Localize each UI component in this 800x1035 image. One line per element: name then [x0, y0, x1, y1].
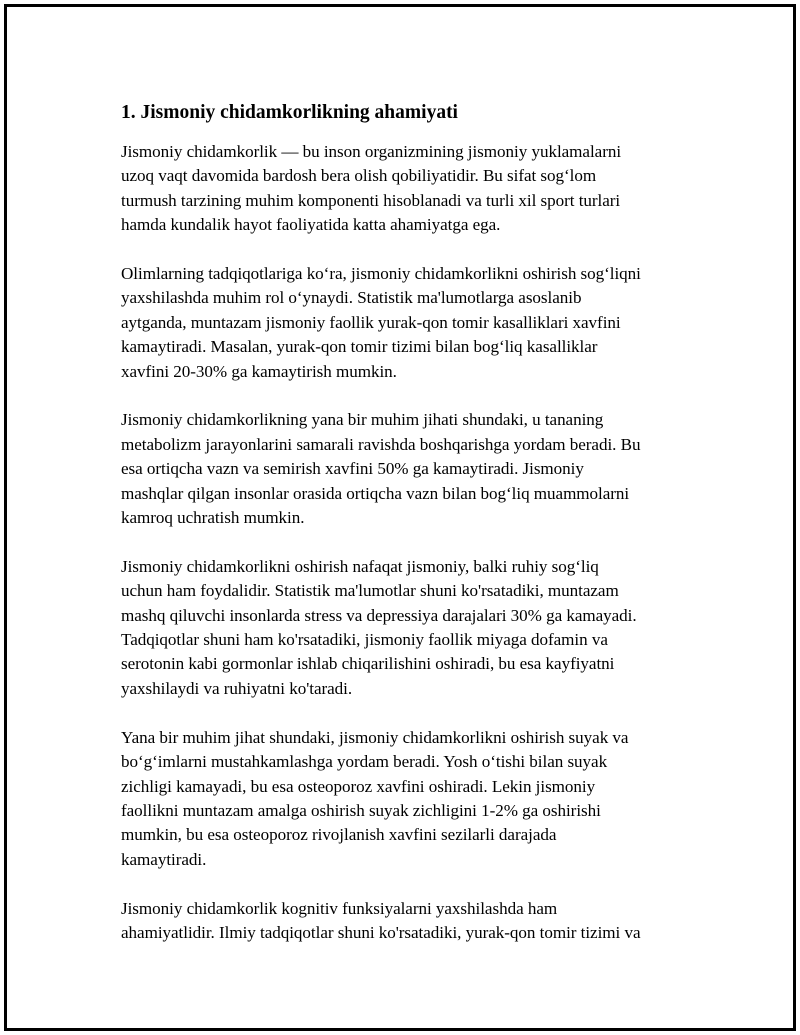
text-line: metabolizm jarayonlarini samarali ravishda boshqarishga yordam beradi. Bu: [121, 434, 641, 454]
text-line: zichligi kamayadi, bu esa osteoporoz xavfini oshiradi. Lekin jismoniy: [121, 776, 596, 796]
page-frame: [4, 4, 796, 1031]
text-line: Jismoniy chidamkorlik — bu inson organizmining jismoniy yuklamalarni: [121, 142, 622, 161]
paragraph: [121, 897, 696, 946]
text-line: yaxshilaydi va ruhiyatni ko'taradi.: [121, 678, 353, 698]
text-line: Yana bir muhim jihat shundaki, jismoniy chidamkorlikni oshirish suyak va: [121, 727, 629, 747]
text-line: ahamiyatlidir. Ilmiy tadqiqotlar shuni ko'rsatadiki, yurak-qon tomir tizimi va: [121, 922, 641, 942]
text-line: serotonin kabi gormonlar ishlab chiqarilishini oshiradi, bu esa kayfiyatni: [121, 654, 615, 674]
text-line: mashq qiluvchi insonlarda stress va depressiya darajalari 30% ga kamayadi.: [121, 605, 637, 625]
paragraph: [121, 726, 696, 872]
text-line: aytganda, muntazam jismoniy faollik yurak-qon tomir kasalliklari xavfini: [121, 312, 621, 332]
paragraph: [121, 262, 696, 384]
text-line: esa ortiqcha vazn va semirish xavfini 50% ga kamaytiradi. Jismoniy: [121, 459, 584, 479]
paragraph: [121, 408, 696, 530]
text-line: turmush tarzining muhim komponenti hisoblanadi va turli xil sport turlari: [121, 190, 621, 210]
text-line: Jismoniy chidamkorlikni oshirish nafaqat jismoniy, balki ruhiy sog‘liq: [121, 556, 599, 576]
paragraph: [121, 140, 696, 238]
text-line: kamaytiradi.: [121, 849, 207, 869]
text-line: hamda kundalik hayot faoliyatida katta ahamiyatga ega.: [121, 215, 501, 235]
text-line: mashqlar qilgan insonlar orasida ortiqcha vazn bilan bog‘liq muammolarni: [121, 483, 630, 503]
text-line: Jismoniy chidamkorlikning yana bir muhim jihati shundaki, u tananing: [121, 410, 604, 430]
text-line: yaxshilashda muhim rol o‘ynaydi. Statistik ma'lumotlarga asoslanib: [121, 288, 582, 308]
text-line: faollikni muntazam amalga oshirish suyak zichligini 1-2% ga oshirishi: [121, 800, 601, 820]
document-body: [121, 99, 696, 970]
section-heading: 1. Jismoniy chidamkorlikning ahamiyati: [121, 102, 458, 123]
text-line: uzoq vaqt davomida bardosh bera olish qobiliyatidir. Bu sifat sog‘lom: [121, 166, 597, 186]
text-line: mumkin, bu esa osteoporoz rivojlanish xavfini sezilarli darajada: [121, 825, 557, 845]
text-line: kamroq uchratish mumkin.: [121, 508, 305, 528]
text-line: Tadqiqotlar shuni ham ko'rsatadiki, jismoniy faollik miyaga dofamin va: [121, 630, 608, 650]
paragraph: [121, 555, 696, 701]
text-line: xavfini 20-30% ga kamaytirish mumkin.: [121, 361, 397, 381]
text-line: Olimlarning tadqiqotlariga ko‘ra, jismoniy chidamkorlikni oshirish sog‘liqni: [121, 264, 641, 284]
text-line: bo‘g‘imlarni mustahkamlashga yordam beradi. Yosh o‘tishi bilan suyak: [121, 752, 608, 772]
text-line: Jismoniy chidamkorlik kognitiv funksiyalarni yaxshilashda ham: [121, 898, 558, 918]
text-line: kamaytiradi. Masalan, yurak-qon tomir tizimi bilan bog‘liq kasalliklar: [121, 337, 598, 357]
text-line: uchun ham foydalidir. Statistik ma'lumotlar shuni ko'rsatadiki, muntazam: [121, 581, 619, 601]
